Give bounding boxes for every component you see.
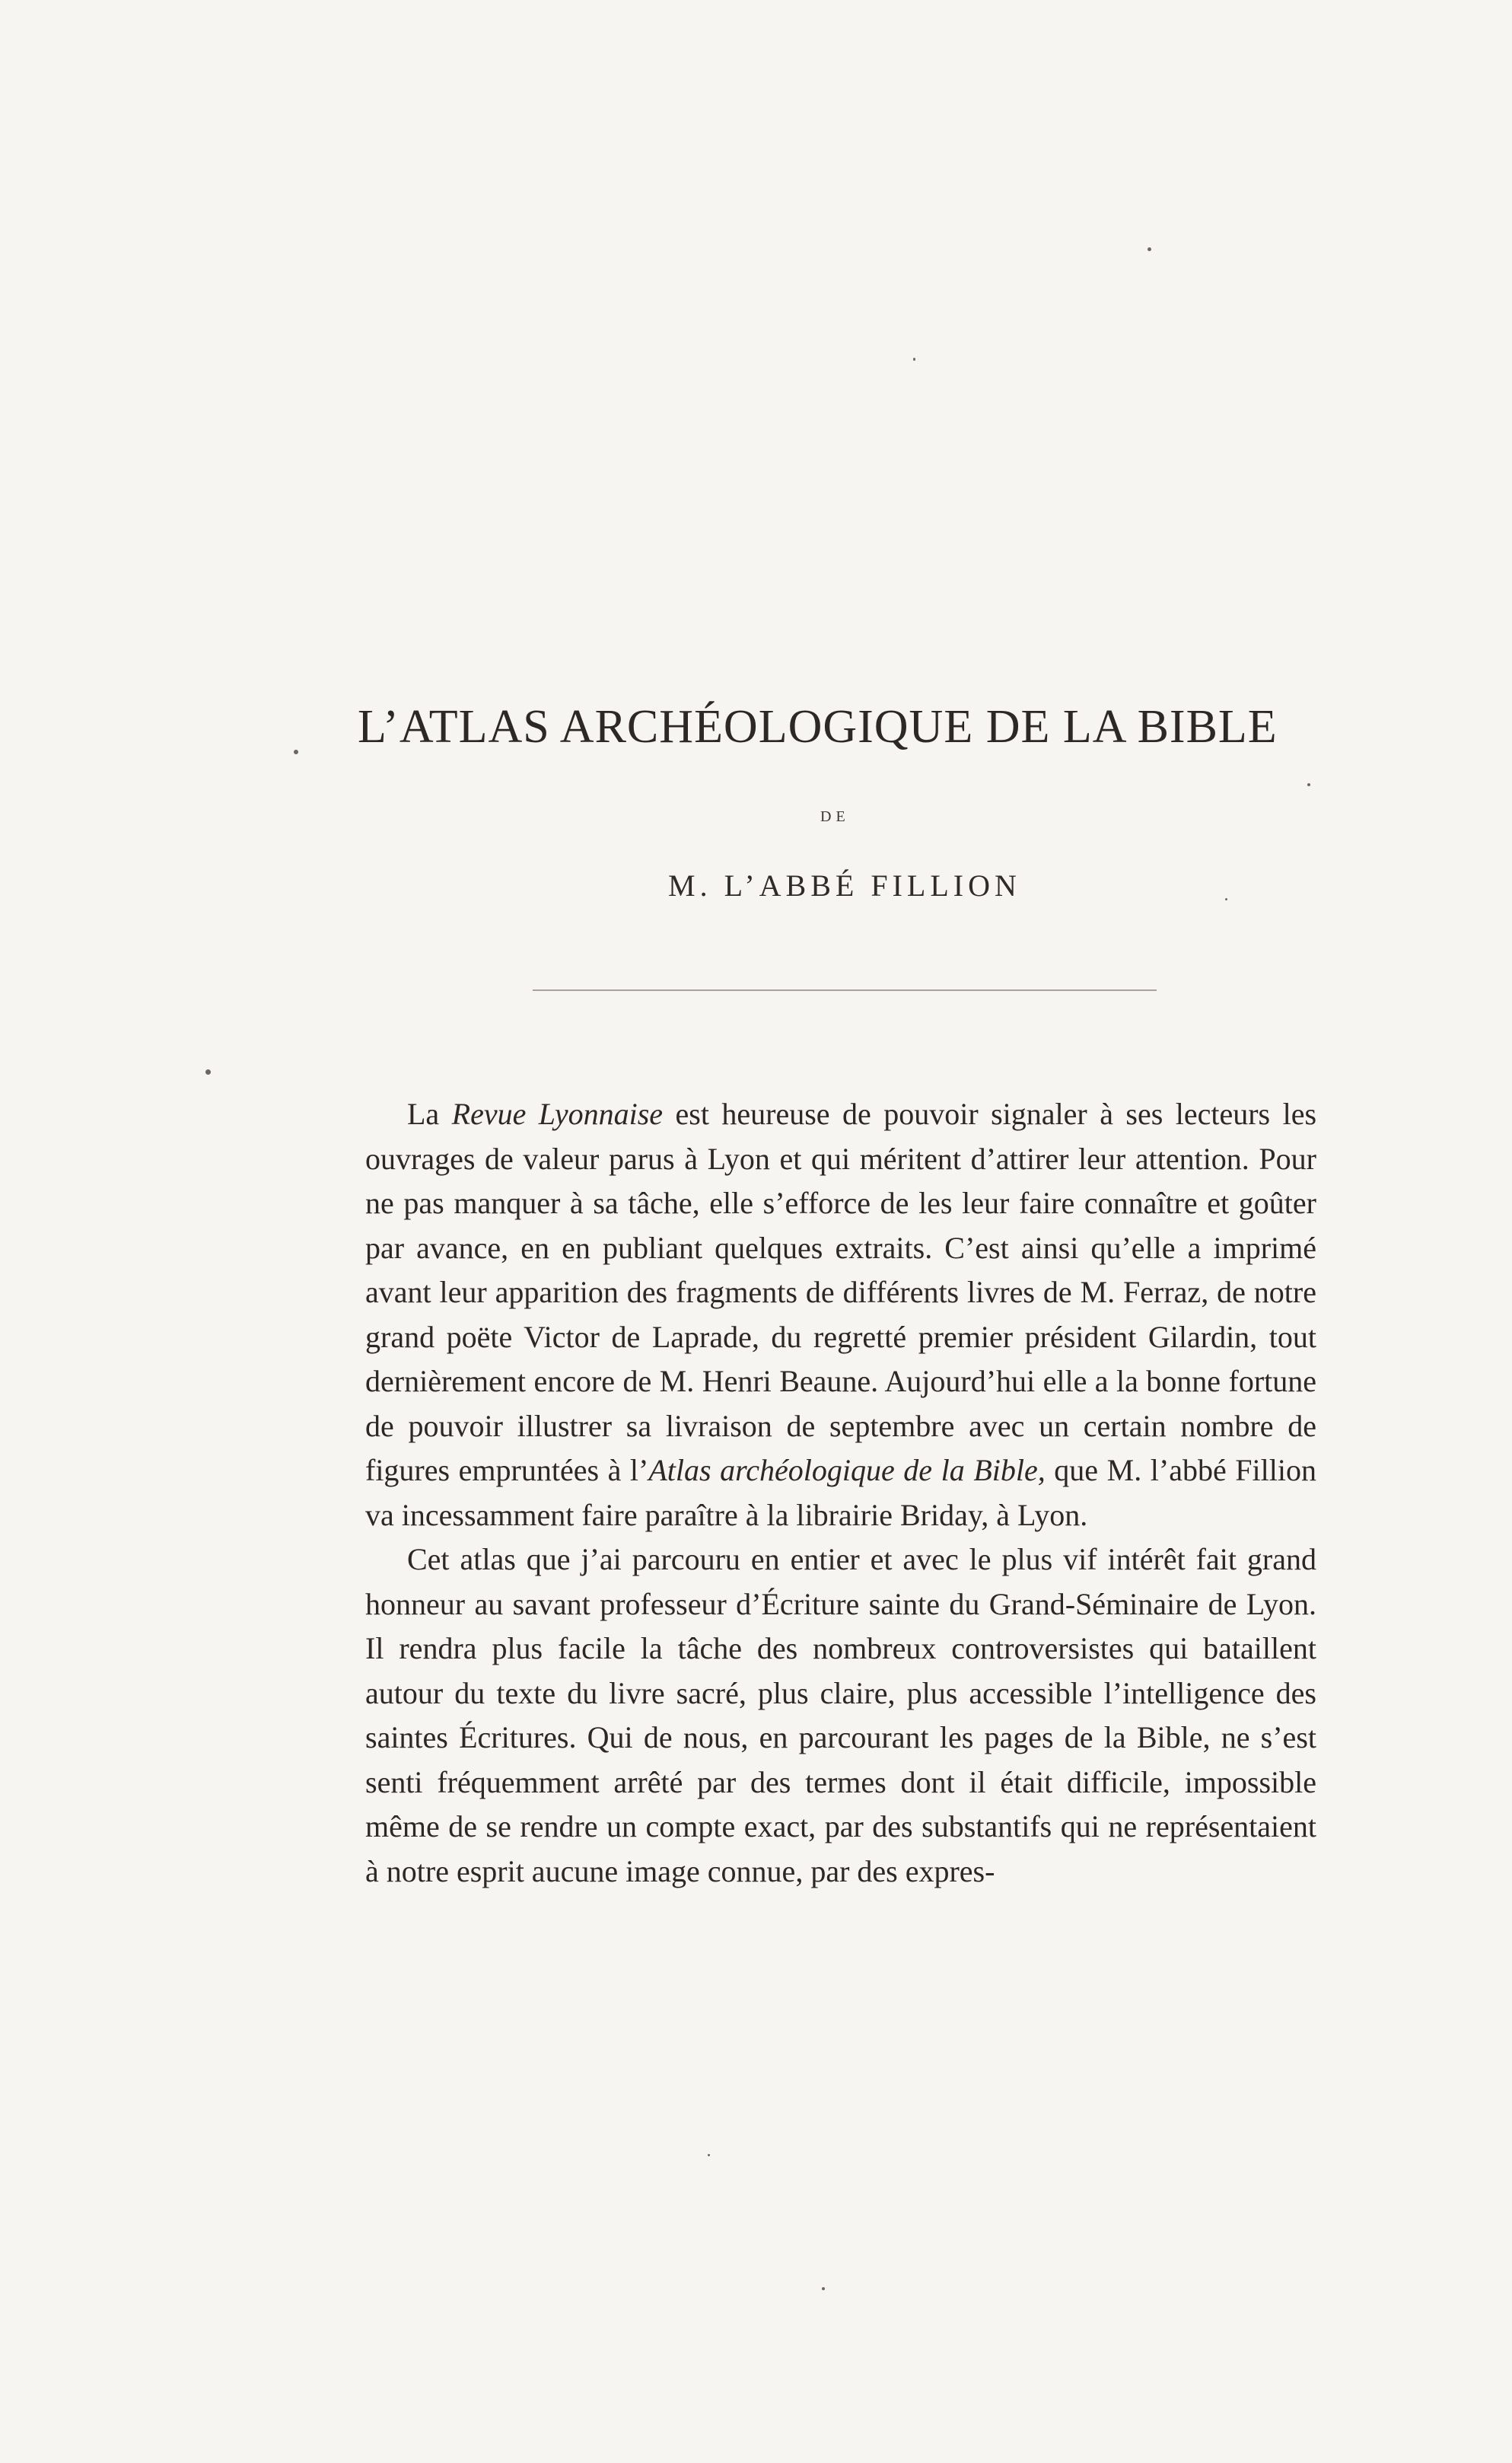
revue-lyonnaise-italic: Revue Lyonnaise bbox=[451, 1097, 664, 1131]
scan-speck bbox=[205, 1069, 211, 1075]
scan-speck bbox=[294, 750, 298, 754]
title-connector: DE bbox=[820, 808, 850, 825]
title-divider bbox=[533, 989, 1157, 991]
paragraph-1 bbox=[365, 1092, 1316, 1537]
article-title: L’ATLAS ARCHÉOLOGIQUE DE LA BIBLE bbox=[358, 701, 1278, 753]
paragraph-1-text-b: est heureuse de pouvoir signaler à ses lecteurs les ouvrages de valeur parus à Lyon et qui méritent d’attirer leur attention. Pour ne pas manquer à sa tâche, elle s’efforce de les leur faire connaître et goûter par avance, en en publiant quelques extraits. C’est ainsi qu’elle a imprimé avant leur apparition des fragments de différents livres de M. Ferraz, de notre grand poëte Victor de Laprade, du regretté premier président Gilardin, tout dernièrement encore de M. Henri Beaune. Aujourd’hui elle a la bonne fortune de pouvoir illustrer sa livraison de septembre avec un certain nombre de figures empruntées à l’ bbox=[365, 1097, 1317, 1487]
atlas-title-italic: Atlas archéologique de la Bible, bbox=[648, 1453, 1046, 1487]
scan-speck bbox=[822, 2287, 825, 2290]
article-author: M. L’ABBÉ FILLION bbox=[668, 868, 1021, 903]
paragraph-1-text-c: que M. l’abbé Fillion va incessamment faire paraître à la librairie Briday, à Lyon. bbox=[365, 1453, 1316, 1532]
scan-speck bbox=[1225, 898, 1227, 900]
paragraph-2: Cet atlas que j’ai parcouru en entier et avec le plus vif intérêt fait grand honneur au savant professeur d’Écriture sainte du Grand-Séminaire de Lyon. Il rendra plus facile la tâche des nombreux controversistes qui bataillent autour du texte du livre sacré, plus claire, plus accessible l’intelligence des saintes Écritures. Qui de nous, en parcourant les pages de la Bible, ne s’est senti fréquemment arrêté par des termes dont il était difficile, impossible même de se rendre un compte exact, par des substantifs qui ne représentaient à notre esprit aucune image connue, par des expres- bbox=[365, 1542, 1316, 1888]
scan-speck bbox=[708, 2154, 710, 2156]
scan-speck bbox=[1148, 247, 1151, 251]
scan-speck bbox=[1307, 783, 1310, 786]
scan-speck bbox=[913, 358, 915, 361]
article-body bbox=[365, 1092, 1316, 1894]
paragraph-1-text-a: La bbox=[407, 1097, 452, 1131]
